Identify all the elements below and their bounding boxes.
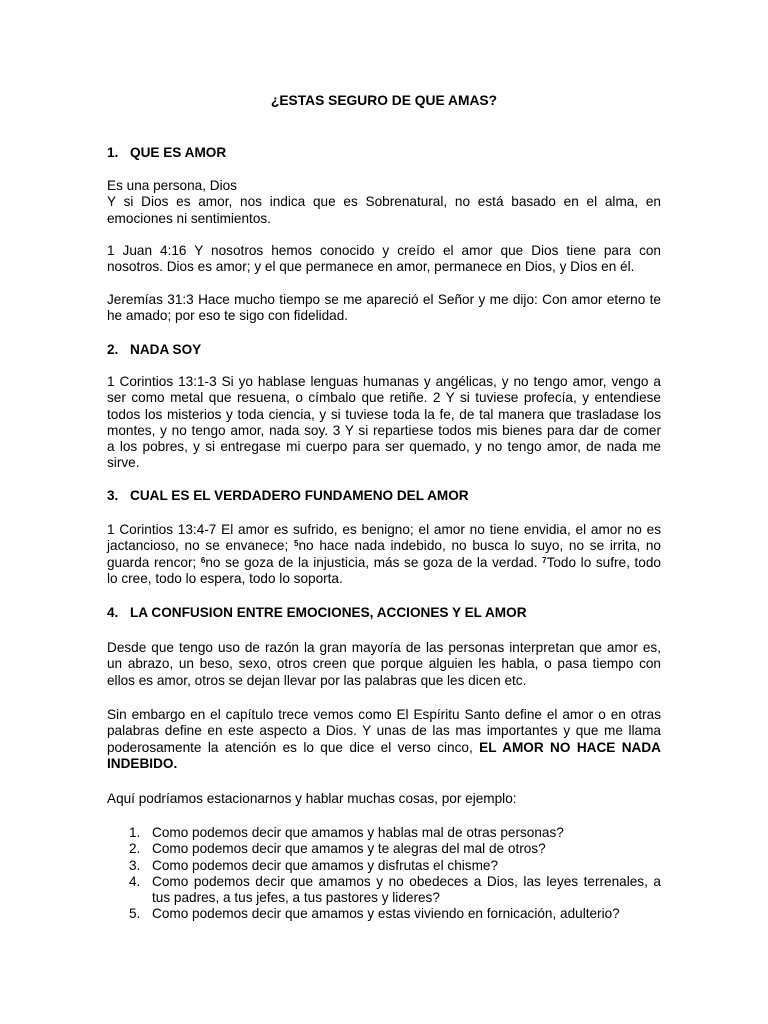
section-heading-3 [107,488,469,504]
text-line: 1 Corintios 13:1-3 Si yo hablase lenguas humanas y angélicas, y no tengo amor, vengo a [107,374,661,389]
text-line [107,555,661,571]
section-title: LA CONFUSION ENTRE EMOCIONES, ACCIONES Y EL AMOR [130,605,527,620]
bold-text: INDEBIDO. [107,755,178,771]
section-number: 4. [107,605,119,620]
section-title: QUE ES AMOR [130,145,227,160]
list-number: 4. [129,873,141,889]
section-number: 2. [107,342,119,357]
list-number: 2. [129,841,141,857]
text-span: guarda rencor; [107,554,201,570]
text-line: montes, y no tengo amor, nada soy. 3 Y si repartiese todos mis bienes para dar de comer [107,422,661,438]
section-heading-4 [107,605,527,621]
section-heading-2 [107,342,201,358]
text-line: ser como metal que resuena, o címbalo que retiñe. 2 Y si tuviese profecía, y entendiese [107,390,661,406]
list-item-text: Como podemos decir que amamos y no obedeces a Dios, las leyes terrenales, a [152,873,661,889]
paragraph [107,522,661,587]
text-line: nosotros. Dios es amor; y el que permanece en amor, permanece en Dios, y Dios en él. [107,259,635,275]
text-line: lo cree, todo lo espera, todo lo soporta. [107,570,343,586]
bold-text: EL AMOR NO HACE NADA [479,739,661,755]
text-line [107,538,661,554]
list-item-text: Como podemos decir que amamos y hablas mal de otras personas? [152,825,564,840]
paragraph [107,374,661,472]
text-line: 1 Juan 4:16 Y nosotros hemos conocido y creído el amor que Dios tiene para con [107,243,661,258]
text-span: jactancioso, no se envanece; [107,538,294,554]
verse-number: 7 [542,555,547,565]
section-title: CUAL ES EL VERDADERO FUNDAMENO DEL AMOR [130,488,469,503]
text-line [107,756,661,772]
list-item [129,874,661,907]
list-number: 1. [129,825,141,840]
text-line: a los pobres, y si entregase mi cuerpo para ser quemado, y no tengo amor, de nada me [107,439,661,455]
paragraph [107,707,661,772]
section-number: 1. [107,145,119,160]
paragraph [107,292,661,325]
list-item [129,841,661,857]
text-span: no se goza de la injusticia, más se goza de la verdad. [205,554,543,570]
section-title: NADA SOY [130,342,202,357]
list-item-text: tus padres, a tus jefes, a tus pastores y lideres? [152,890,440,906]
document-title: ¿ESTAS SEGURO DE QUE AMAS? [270,93,498,108]
text-line: sirve. [107,455,140,471]
text-line: Sin embargo en el capítulo trece vemos como El Espíritu Santo define el amor o en otras [107,707,661,722]
verse-number: 6 [200,555,206,565]
text-span: no hace nada indebido, no busca lo suyo, no se irrita, no [298,538,661,554]
paragraph [107,178,661,227]
text-line: he amado; por eso te sigo con fidelidad. [107,308,349,324]
text-line: emociones ni sentimientos. [107,210,271,226]
list-item-text: Como podemos decir que amamos y estas viviendo en fornicación, adulterio? [152,906,620,922]
text-line: Jeremías 31:3 Hace mucho tiempo se me apareció el Señor y me dijo: Con amor eterno te [107,292,661,307]
verse-number: 5 [294,539,299,549]
text-line: Aquí podríamos estacionarnos y hablar muchas cosas, por ejemplo: [107,791,517,806]
text-line: 1 Corintios 13:4-7 El amor es sufrido, es benigno; el amor no tiene envidia, el amor no es [107,522,661,537]
paragraph [107,243,661,276]
text-line: Es una persona, Dios [107,178,237,193]
list-item-text: Como podemos decir que amamos y te alegras del mal de otros? [152,841,546,857]
section-heading-1 [107,145,226,161]
paragraph [107,640,661,689]
list-number: 5. [129,906,141,922]
list-number: 3. [129,857,141,873]
section-number: 3. [107,488,119,503]
text-span: poderosamente la atención es lo que dice el verso cinco, [107,739,480,755]
text-line: todos los misterios y toda ciencia, y si tuviese toda la fe, de tal manera que trasladase los [107,406,661,422]
numbered-list [129,825,661,923]
text-line [107,740,661,756]
list-item [129,858,661,874]
text-line: Y si Dios es amor, nos indica que es Sobrenatural, no está basado en el alma, en [107,194,661,210]
paragraph [107,791,661,807]
list-item-text: Como podemos decir que amamos y disfrutas el chisme? [152,857,499,873]
text-span: Todo lo sufre, todo [546,554,661,570]
list-item [129,825,661,841]
text-line: Desde que tengo uso de razón la gran mayoría de las personas interpretan que amor es, [107,640,661,655]
text-line: palabras define en este aspecto a Dios. Y unas de las mas importantes y que me llama [107,723,661,739]
text-line: un abrazo, un beso, sexo, otros creen que porque alguien les habla, o pasa tiempo con [107,656,661,672]
document-page [107,0,661,1024]
list-item [129,906,661,922]
text-line: ellos es amor, otros se dejan llevar por las palabras que les dicen etc. [107,672,527,688]
